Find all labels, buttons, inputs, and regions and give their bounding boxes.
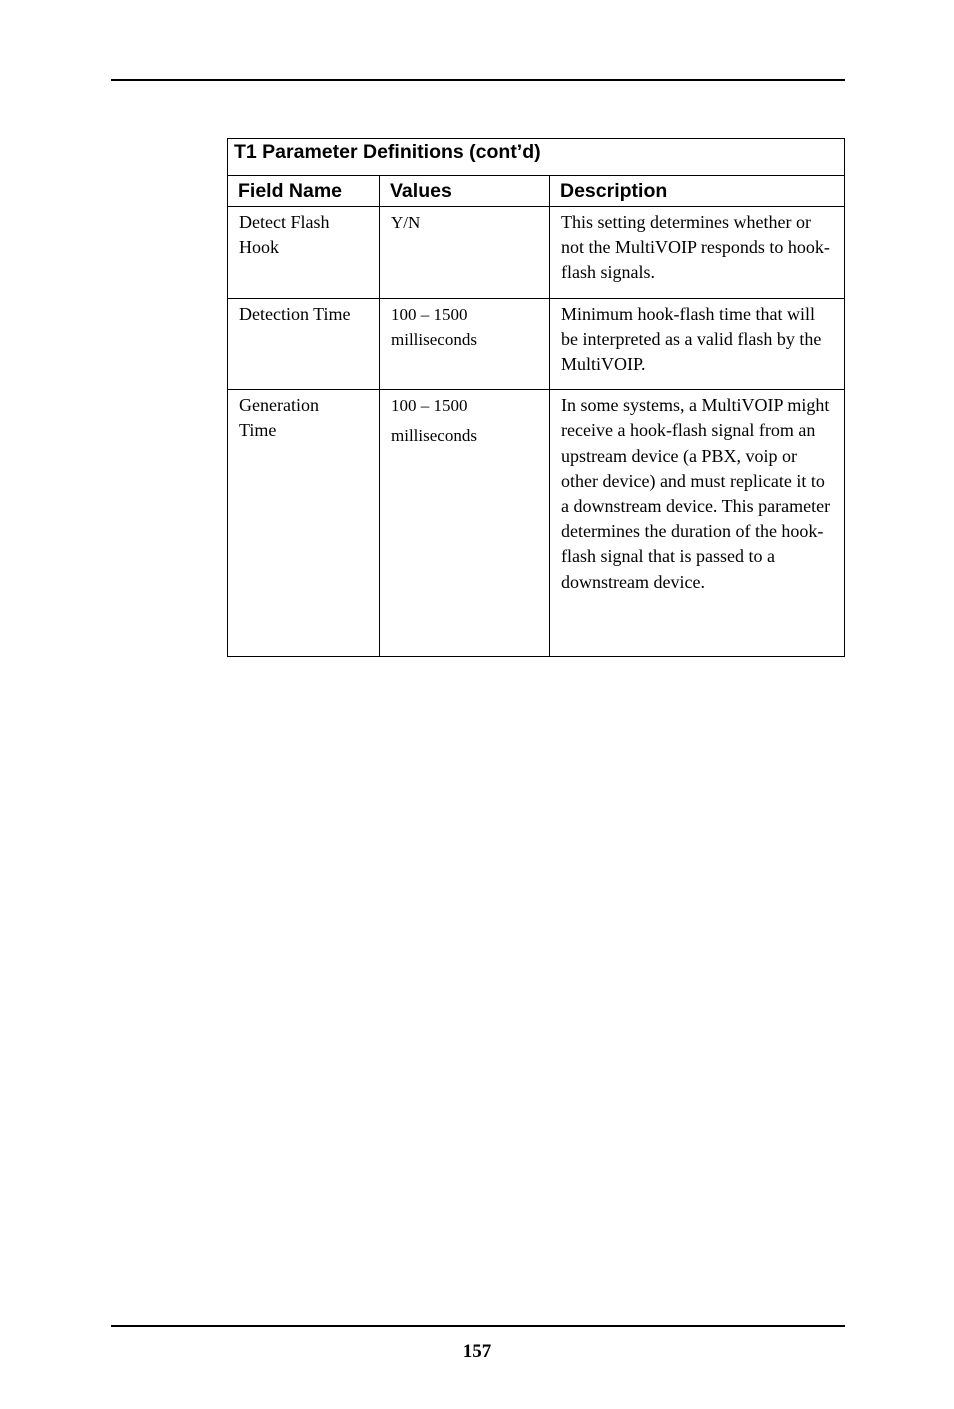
footer-rule xyxy=(111,1325,845,1327)
values-text: 100 – 1500 xyxy=(391,396,468,416)
parameter-table xyxy=(227,138,845,657)
description-cell: This setting determines whether or not the MultiVOIP responds to hook-flash signals. xyxy=(550,207,845,299)
header-rule xyxy=(111,79,845,81)
table-title: T1 Parameter Definitions (cont’d) xyxy=(228,139,845,176)
values-text: 100 – 1500 milliseconds xyxy=(391,304,477,349)
table-header-row xyxy=(228,176,845,207)
page-number: 157 xyxy=(462,1341,492,1362)
values-cell xyxy=(380,298,550,390)
values-text: milliseconds xyxy=(391,426,477,446)
field-name-cell: Detect Flash Hook xyxy=(228,207,380,299)
table-row xyxy=(228,207,845,299)
table-row xyxy=(228,390,845,657)
field-name-cell: Detection Time xyxy=(228,298,380,390)
description-cell: Minimum hook-flash time that will be interpreted as a valid flash by the MultiVOIP. xyxy=(550,298,845,390)
description-cell: In some systems, a MultiVOIP might receive a hook-flash signal from an upstream device (a PBX, voip or other device) and must replicate it to a downstream device. This parameter determines the duration of the hook-flash signal that is passed to a downstream device. xyxy=(550,390,845,657)
column-header-values: Values xyxy=(380,176,550,207)
values-text: Y/N xyxy=(391,213,421,232)
values-cell xyxy=(380,390,550,657)
field-name-cell: Generation Time xyxy=(228,390,380,657)
column-header-description: Description xyxy=(550,176,845,207)
values-cell xyxy=(380,207,550,299)
column-header-field-name: Field Name xyxy=(228,176,380,207)
table-row xyxy=(228,298,845,390)
